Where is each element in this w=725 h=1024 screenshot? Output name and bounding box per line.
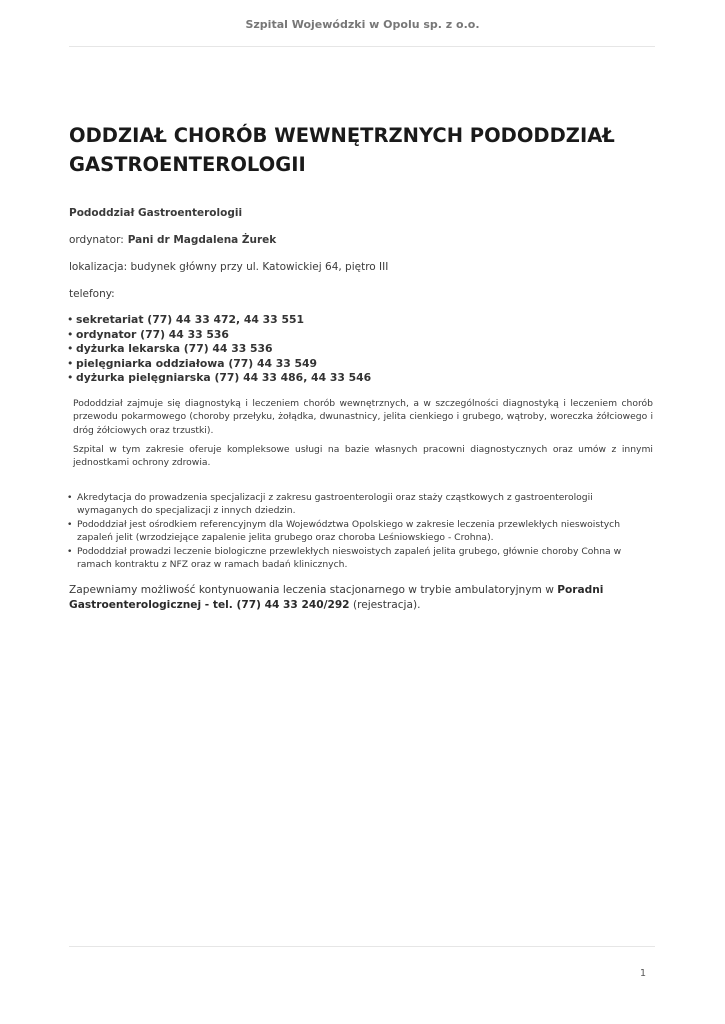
header-divider [69,46,655,47]
phone-list [67,313,371,386]
feature-item: • Pododdział prowadzi leczenie biologiczne przewlekłych nieswoistych zapaleń jelita grubego, głównie choroby Cohna w ramach kontraktu z NFZ oraz w ramach badań klinicznych. [67,545,655,572]
phone-item-pielegniarka-oddzialowa: • pielęgniarka oddziałowa (77) 44 33 549 [67,357,371,372]
closing-paragraph [69,583,659,613]
phones-label: telefony: [69,288,115,300]
phone-item-dyzurka-lekarska: • dyżurka lekarska (77) 44 33 536 [67,342,371,357]
ordynator-name: Pani dr Magdalena Żurek [127,234,277,246]
feature-item: • Pododdział jest ośrodkiem referencyjnym dla Województwa Opolskiego w zakresie leczenia przewlekłych nieswoistych zapaleń jelit (wrzodziejące zapalenie jelita grubego oraz choroba Leśniowskiego - Crohna). [67,518,655,545]
location-line: lokalizacja: budynek główny przy ul. Katowickiej 64, piętro III [69,261,389,273]
page-title: ODDZIAŁ CHORÓB WEWNĘTRZNYCH PODODDZIAŁ GASTROENTEROLOGII [69,124,615,176]
features-list [67,491,655,571]
closing-text: Zapewniamy możliwość kontynuowania leczenia stacjonarnego w trybie ambulatoryjnym w [69,584,554,596]
section-subheading: Pododdział Gastroenterologii [69,207,243,219]
ordynator-label: ordynator: [69,234,124,246]
phone-item-sekretariat: • sekretariat (77) 44 33 472, 44 33 551 [67,313,371,328]
ordynator-line [69,233,276,247]
description-paragraph: Pododdział zajmuje się diagnostyką i leczeniem chorób wewnętrznych, a w szczególności diagnostyką i leczeniem chorób przewodu pokarmowego (choroby przełyku, żołądka, dwunastnicy, jelita cienkiego i grubego, wątroby, woreczka żółciowego i dróg żółciowych oraz trzustki). [73,398,653,436]
closing-suffix: (rejestracja). [352,599,421,611]
page-number: 1 [639,968,646,979]
clinic-contact: Poradni Gastroenterologicznej - tel. (77) 44 33 240/292 [69,584,604,611]
footer-divider [69,946,655,947]
phone-item-dyzurka-pielegniarska: • dyżurka pielęgniarska (77) 44 33 486, 44 33 546 [67,371,371,386]
description-paragraph: Szpital w tym zakresie oferuje kompleksowe usługi na bazie własnych pracowni diagnostycznych oraz umów z innymi jednostkami ochrony zdrowia. [73,444,653,469]
phone-item-ordynator: • ordynator (77) 44 33 536 [67,328,371,343]
header-organization-name: Szpital Wojewódzki w Opolu sp. z o.o. [245,18,480,31]
feature-item: • Akredytacja do prowadzenia specjalizacji z zakresu gastroenterologii oraz staży cząstkowych z gastroenterologii wymaganych do specjalizacji z innych dziedzin. [67,491,655,518]
